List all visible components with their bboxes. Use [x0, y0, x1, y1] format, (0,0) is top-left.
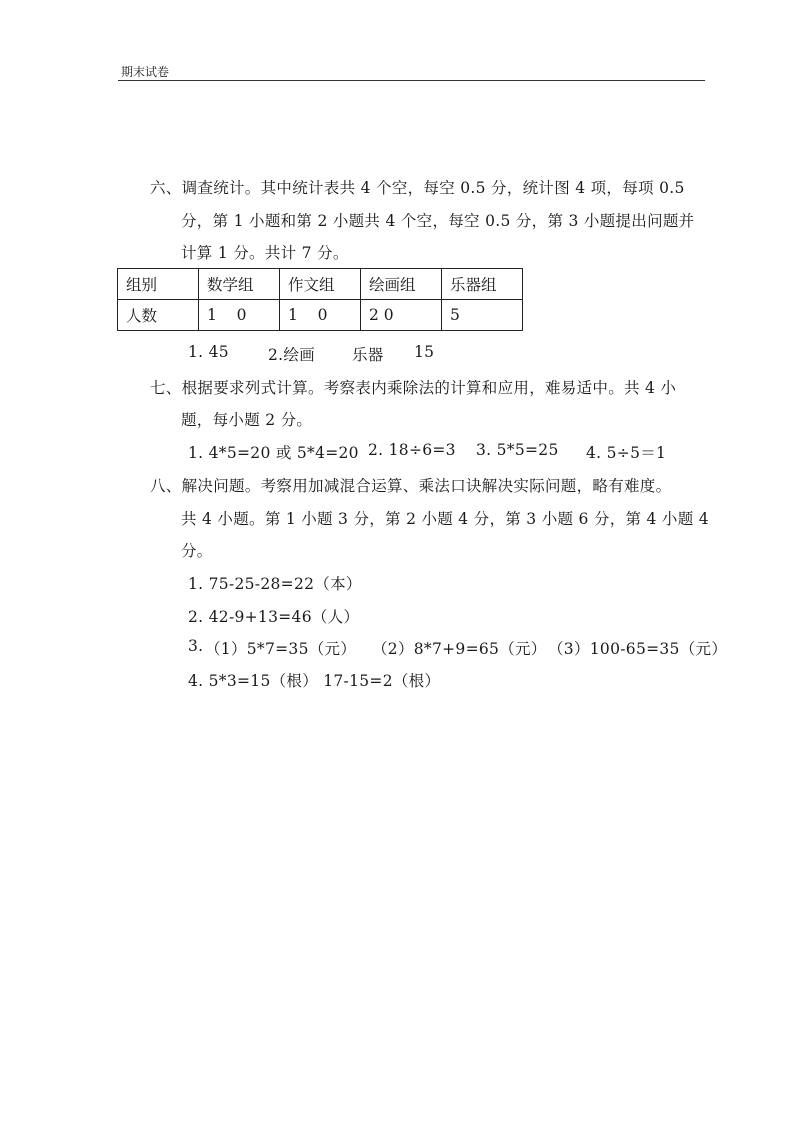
section6-answer-3: 乐器	[352, 346, 384, 364]
table-row	[118, 300, 523, 331]
section7-answer-4: 4. 5÷5＝1	[586, 444, 667, 462]
section8-line3: 分。	[181, 542, 213, 560]
header-divider	[118, 80, 705, 81]
section8-answer-3-part3: （3）100-65=35（元）	[548, 640, 728, 658]
table-cell: 5	[442, 300, 523, 331]
table-cell: 人数	[118, 300, 199, 331]
section6-answer-2: 2.绘画	[268, 346, 315, 364]
table-cell: 乐器组	[442, 269, 523, 300]
section8-line2: 共 4 小题。第 1 小题 3 分，第 2 小题 4 分，第 3 小题 6 分，第 4 小题 4	[181, 510, 709, 528]
table-cell: 1 0	[199, 300, 280, 331]
table-cell: 1 0	[280, 300, 361, 331]
section7-answer-2: 2. 18÷6=3	[368, 441, 456, 459]
section8-line1: 八、解决问题。考察用加减混合运算、乘法口诀解决实际问题，略有难度。	[150, 477, 672, 495]
section8-answer-3-part1: （1）5*7=35（元）	[205, 640, 357, 658]
section8-answer-3-label: 3.	[188, 637, 204, 655]
section8-answer-1: 1. 75-25-28=22（本）	[188, 575, 362, 593]
table-cell: 绘画组	[361, 269, 442, 300]
section6-line2: 分，第 1 小题和第 2 小题共 4 个空，每空 0.5 分，第 3 小题提出问题并	[181, 212, 695, 230]
section6-line3: 计算 1 分。共计 7 分。	[181, 244, 349, 262]
section7-answer-1: 1. 4*5=20 或 5*4=20	[188, 444, 359, 462]
section7-answer-3: 3. 5*5=25	[476, 441, 559, 459]
table-cell: 数学组	[199, 269, 280, 300]
table-cell: 2 0	[361, 300, 442, 331]
section7-line1: 七、根据要求列式计算。考察表内乘除法的计算和应用，难易适中。共 4 小	[150, 379, 677, 397]
page-header-title: 期末试卷	[121, 65, 170, 79]
section6-answer-4: 15	[414, 343, 435, 361]
section8-answer-3-part2: （2）8*7+9=65（元）	[372, 640, 547, 658]
section8-answer-2: 2. 42-9+13=46（人）	[188, 608, 360, 626]
table-cell: 组别	[118, 269, 199, 300]
statistics-table	[117, 268, 523, 331]
section8-answer-4: 4. 5*3=15（根） 17-15=2（根）	[188, 672, 441, 690]
section6-line1: 六、调查统计。其中统计表共 4 个空，每空 0.5 分，统计图 4 项，每项 0.5	[150, 179, 685, 197]
section7-line2: 题，每小题 2 分。	[181, 411, 313, 429]
table-row	[118, 269, 523, 300]
section6-answer-1: 1. 45	[188, 343, 229, 361]
table-cell: 作文组	[280, 269, 361, 300]
